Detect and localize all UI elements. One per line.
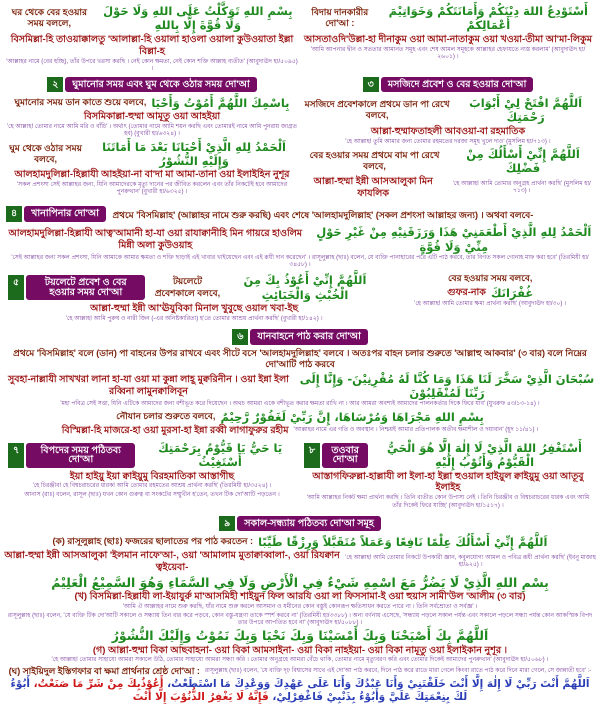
sec-6-badge: [232, 329, 368, 345]
sec-4-badge: [6, 206, 106, 222]
istighfar-arabic-part1: اَللَّهُمَّ أَنْتَ رَبِّيْ لَا إِلٰهَ إِلَّا أَنْتَ خَلَقْتَنِيْ وَأَنَا عَبْدُكَ وَأَنَا عَلَى عَهْدِكَ وَوَعْدِكَ مَا اسْتَطَعْتُ،: [167, 677, 590, 690]
eating-translit: আলহামদুলিল্লা-হিল্লাযী আত্ব'আমানী হা-যা ওয়া রাযাক্বানীহি মিন গায়রে হাওলিম মিন্নী অলা কুউওয়াহ: [8, 227, 303, 251]
farewell-translation: 'আমি আপনার দ্বীন ও সততার আমানত সমূহ এবং শেষ আমল সমূহকে আল্লাহর হেফাযতে ন্যস্ত করলাম' (আবুদাঊদ হা/২৬০১) ।: [310, 46, 586, 60]
sleep-translit: বিসমিকাল্লা-হুম্মা আমূতু ওয়া আহইয়া: [83, 111, 221, 123]
wake-arabic: اَلْحَمْدُ لِلهِ الَّذِيْ أَحْيَانَا بَعْدَ مَا أَمَاتَنَا وَإِلَيْهِ النُّشُوْرُ: [102, 139, 286, 168]
mosque-exit-translit: আল্লা-হুম্মা ইন্নী আসআলুকা মিন ফাযলিক: [313, 176, 433, 200]
tawbah-translation: 'আমি আল্লাহর নিকট ক্ষমা প্রার্থনা করছি । তিনি ব্যতীত কোন উপাস্য নেই । তিনি চিরঞ্জীব ও বিশ্বচরাচরের ধারক এবং আমি তাঁর দিকেই ফিরে যাচ্ছি' (আবুদাঊদ হা/১৫১৭) ।: [306, 495, 590, 509]
danger-translit: ইয়া হাইয়ু ইয়া ক্বাইয়ুমু বিরহমাতিকা আস্তাগীছ: [69, 470, 235, 482]
sleep-label: ঘুমানোর সময় ডান কাতে শুয়ে বলবে,: [14, 97, 147, 108]
item-kha-translation: 'আমি ঐ আল্লাহর নামে শুরু করছি, যাঁর নামে শুরু করলে আসমান ও যমীনের কোন বস্তুই কোনরূপ ক্ষতিসাধন করতে পারে না । তিনি সর্বশ্রোতা ও সর্বজ্ঞ' ।: [122, 604, 478, 611]
item-ka-translation: 'হে আল্লাহ! আমি তোমার নিকটে উপকারী জ্ঞান, কবুলযোগ্য আমল ও পবিত্র রূযী প্রার্থনা করছি' (ইবনু মাজাহ হা/৯২৫) ।: [345, 554, 596, 568]
sec-3-badge: [363, 77, 534, 93]
sec-farewell: [300, 3, 596, 74]
mosque-exit-label: বের হওয়ার সময় প্রথমে বাম পা রেখে বলবে,: [309, 149, 440, 172]
danger-note: আনাস (রাঃ) বলেন, রাসূল (ছাঃ) যখন কোন গুরুত্ব বা সংকটের সম্মুখীন হ'তেন, তখন টিক দো'আটি পড়তেন ।: [24, 491, 280, 498]
wake-translation: 'সকল প্রশংসা সেই আল্লাহর জন্য, যিনি আমাদেরকে মৃত্যু দানের পর জীবিত করলেন এবং তাঁর নিকটেই হবে আমাদের পুনরুত্থান' (বুখারী হা/৬৩২৫) ।: [16, 182, 287, 196]
mosque-enter-translation: 'হে আল্লাহ! তুমি আমার জন্য তোমার রহমতের দরজা সমূহ খুলে দাও' (মুসলিম হা/৭১৩) ।: [345, 138, 551, 145]
sec-6-number: ৬: [232, 329, 248, 345]
item-ka-label: (ক) রাসূলুল্লাহ (ছাঃ) ফজরের ছালাতের পর পাঠ করতেন :: [52, 536, 254, 547]
boat-label: নৌযান চলার শুরুতে বলবে,: [116, 411, 216, 422]
eating-intro: প্রথমে 'বিসমিল্লাহ' (আল্লাহর নামে শুরু করছি) এবং শেষে 'আলহামদুলিল্লাহ' (সকল প্রশংসা আল্লাহর জন্য) । অথবা বলবে-: [112, 210, 534, 221]
tawbah-translit: আস্তাগফিরুল্লা-হাল্লাযী লা ইলা-হা ইল্লা হুওয়াল হাইয়ুল ক্বাইয়ুমু ওয়া আতূবু ইলাইহ: [312, 470, 584, 494]
mosque-enter-translit: আল্লা-হুম্মাফতাহলী আবওয়া-বা রহমাতিক: [370, 125, 526, 137]
toilet-enter-label: টয়লেটে প্রবেশকালে বলবে,: [154, 276, 221, 298]
sec-8-badge: [304, 443, 368, 468]
item-ka-arabic: اَللَّهُمَّ إِنِّيْ أَسْأَلُكَ عِلْمًا نَافِعًا وَعَمَلاً مُتَقَبَّلاً وَرِزْقًا طَيِّبًا: [258, 534, 548, 549]
item-kha-note: রাসূলুল্লাহ (ছাঃ) বলেন, 'যে ব্যক্তি টিক দো'আটি সকালে ও সন্ধ্যায় তিন বার করে পড়বে, কোন বস্তু-যন্ত্রণা তাকে স্পর্শ করবে না' (তিরমিযী হা/৩৩৮৮) । অন্য বর্ণনায় এসেছে, 'সন্ধ্যায় পড়লে সকাল পর্যন্ত এবং সকালে পড়লে সন্ধ্যা পর্যন্ত কোন আকস্মিক বিপদ তার উপরে আপতিত হবে না' (আবুদাঊদ হা/৫০৮৮) ।: [7, 612, 593, 626]
sec-2-sleep: [4, 74, 300, 201]
toilet-exit-block: [384, 272, 596, 324]
row-sleep-mosque: [4, 74, 596, 201]
mosque-exit-translation: 'হে আল্লাহ! আমি তোমার অনুগ্রহ প্রার্থনা করছি' (মুসলিম হা/৭১৩) ।: [452, 181, 591, 195]
home-exit-label: ঘর থেকে বের হওয়ার সময় বললে,: [11, 7, 87, 29]
mosque-exit-arabic: اَللَّهُمَّ إِنِّيْ أَسْأَلُكَ مِنْ فَضْلِكَ: [466, 146, 580, 176]
istighfar-arabic-part3: أَبُوْءُ لَكَ بِنِعْمَتِكَ عَلَيَّ وَأَبُوْءُ بِذَنْبِيْ فَاغْفِرْلِيْ،: [10, 677, 468, 703]
sec-5-title: টয়লেটে প্রবেশ ও বের হওয়ার সময় দো'আ: [26, 275, 145, 300]
item-ga-translation: 'হে আল্লাহ! তোমার সাহায্যে আমরা সকালে উঠি, তোমার সাহায্যে আমরা সন্ধ্যা করি । তোমার অনুগ্রহে আমরা বেঁচে থাকি, তোমার নামে মৃত্যুবরণ করি এবং তোমার দিকেই আমাদের পুনরুত্থান' (আবুদাঊদ হা/৫০৬৮) ।: [51, 657, 549, 664]
toilet-exit-arabic: غُفْرَانَكَ: [490, 285, 534, 300]
boat-translit: বিস্মিল্লা-হি মাজরে-হা ওয়া মুরসা-হা ইন্না রব্বী লাগাফুরুর রহীম: [61, 424, 289, 436]
boat-translation: 'আল্লাহর নামে এর গতি ও অবস্থান । নিশ্চয়ই আমার প্রতিপালক অতীব ক্ষমাশীল ও দয়াবান' (হূদ ১১/৪১) ।: [293, 427, 539, 434]
item-gha-label: (ঘ) সাইয়িদুল ইস্তিগফার বা ক্ষমা প্রার্থনার শ্রেষ্ঠ দো'আ :: [8, 665, 200, 676]
mosque-enter-label: মসজিদে প্রবেশকালে প্রথমে ডান পা রেখে বলবে,: [304, 99, 450, 121]
item-kha-arabic: بِسْمِ اللهِ الَّذِيْ لَا يَضُرُّ مَعَ اسْمِهِ شَيْءٌ فِي الْأَرْضِ وَلَا فِي السَّمَاءِ وَهُوَ السَّمِيْعُ الْعَلِيْمُ: [51, 574, 549, 590]
home-exit-translation: 'আল্লাহর নামে (বের হচ্ছি), তাঁর উপরে ভরসা করছি । নেই কোন ক্ষমতা, নেই কোন শক্তি আল্লাহ ব্যতীত' (আবুদাঊদ হা/৫০৯৫) ।: [6, 58, 298, 72]
sleep-translation: 'হে আল্লাহ! তোমার নামে আমি মরি ও বাঁচি' । অর্থাৎ (তোমার নামে আমি শয়ন করছি এবং তোমারই নামে আমি পুনরায় জাগ্রত হব) (বুখারী হা/৬৩২৪) ।: [7, 124, 297, 138]
sec-2-title: ঘুমানোর সময় এবং ঘুম থেকে ওঠার সময় দো'আ: [65, 77, 256, 93]
sec-9-morning-evening: [4, 514, 596, 704]
home-exit-arabic: بِسْمِ اللهِ تَوَكَّلْتُ عَلَى اللهِ وَلَا حَوْلَ وَلَا قُوَّةَ إِلَّا بِاللهِ: [103, 4, 293, 33]
toilet-enter-translit: আল্লা-হুম্মা ইন্নী আ'ঊযুবিকা মিনাল খুবুছে ওয়াল খবা-ইছ: [90, 303, 299, 315]
item-ka: [4, 535, 596, 549]
sec-5-badge: [8, 275, 145, 300]
sayyidul-istighfar-arabic: [4, 678, 596, 704]
sec-5-toilet: [4, 272, 596, 324]
sec-4-eating: [4, 204, 596, 269]
toilet-enter-translation: 'হে আল্লাহ! আমি পুরুষ ও নারী জিন (-এর অনিষ্টকারিতা) হ'তে তোমার আশ্রয় প্রার্থনা করছি' (বুখারী হা/১৪২) ।: [65, 315, 323, 322]
sec-7-number: ৭: [8, 443, 24, 468]
sec-8-title: তওবার দো'আ: [322, 443, 368, 468]
vehicle-arabic: سُبْحَانَ الَّذِيْ سَخَّرَ لَنَا هَذَا وَمَا كُنَّا لَهُ مُقْرِنِيْنَ- وَإِنَّا إِلَى رَبِّنَا لَمُنْقَلِبُوْنَ: [299, 371, 595, 400]
istighfar-arabic-part2: أَعُوْذُبِكَ مِنْ شَرِّ مَا صَنَعْتُ،: [33, 677, 164, 690]
tawbah-arabic: أَسْتَغْفِرُ اللهَ الَّذِيْ لَا إِلٰهَ إِلَّا هُوَ الْحَيُّ الْقَيُّوْمُ وَأَتُوْبُ إِلَيْهِ: [387, 440, 582, 470]
wake-translit: আলহামদুলিল্লা-হিল্লাযী আহইয়া-না বা'দা মা আমা-তানা ওয়া ইলাইহিন নুশূর: [14, 169, 290, 181]
item-ga-arabic: اَللَّهُمَّ بِكَ أَصْبَحْنَا وَبِكَ أَمْسَيْنَا وَبِكَ نَحْيَا وَبِكَ نَمُوْتُ وَإِلَيْكَ النُّشُوْرُ: [111, 627, 489, 643]
item-ga-translit: (গ) আল্লা-হুম্মা বিকা আছবাহনা- ওয়া বিকা আমসাইনা- ওয়া বিকা নাহইয়া- ওয়া বিকা নামূতু ওয়া ইলাইকান নুশূর ।: [92, 644, 508, 656]
farewell-translit: আসতাওদি'উল্লা-হা দীনাকুম ওয়া আমা-নাতাকুম ওয়া খওয়া-তীমা আ'মা-লিকুম: [304, 33, 592, 45]
vehicle-translit: সুবহা-নাল্লাযী সাখখরা লানা হা-যা ওয়া মা কুন্না লাহূ মুক্বরিনীন । ওয়া ইন্না ইলা রব্বিনা লামুনক্বালিবূন: [8, 374, 289, 397]
vehicle-translation: 'মহা পবিত্র সেই সত্তা, যিনি এটিকে আমাদের জন্য বশীভূত করে দিয়েছেন । অথচ আমরা একে বশীভূত করার ক্ষমতা রাখি না । আর আমরা অবশ্যই আমাদের পালনকর্তার দিকে ফিরে যাব' (যুখরুফ ৪৩/১৩-১৪) ।: [60, 401, 540, 408]
sec-3-mosque: [300, 74, 596, 201]
sec-7-title: বিপদের সময় পঠিতব্য দো'আ: [26, 443, 135, 468]
istighfar-arabic-part4: فَإِنَّهُ لَا يَغْفِرُ الذُّنُوْبَ إِلَّا أَنْتَ: [132, 690, 269, 703]
sec-8-tawbah: [300, 440, 596, 511]
item-gha: [4, 666, 596, 677]
eating-arabic: اَلْحَمْدُ لِلهِ الَّذِيْ أَطْعَمَنِيْ هَذَا وَرَزَقَنِيْهِ مِنْ غَيْرِ حَوْلٍ مِنِّيْ وَلَا قُوَّةٍ: [316, 225, 592, 254]
sec-5-number: ৫: [8, 275, 24, 300]
item-ka-translit: আল্লা-হুম্মা ইন্নী আসআলুকা 'ইলমান নাফে'আ-, ওয়া 'আমালাম মুতাক্বাব্বালা-, ওয়া রিযক্বান ত্বইয়েবা-: [4, 550, 340, 573]
toilet-enter-arabic: اَللَّهُمَّ إِنِّيْ أَعُوْذُ بِكَ مِنَ الْخُبْثِ وَالْخَبَائِثِ: [243, 273, 367, 302]
sec-6-vehicle: [4, 327, 596, 437]
row-danger-tawbah: [4, 440, 596, 511]
toilet-exit-translit: গুফর-নাক: [447, 286, 486, 298]
item-gha-note: রাসূলুল্লাহ (ছাঃ) বলেন, 'যে ব্যক্তি দৃঢ় বিশ্বাসের সাথে এই দো'আ পাঠ করবে, দিনে পাঠ করে রাতে মারা গেলে কিংবা রাতে পাঠ করে দিনে মারা গেলে, সে জান্নাতী হবে' :-: [204, 667, 592, 674]
farewell-arabic: أَسْتَوْدِعُ اللهَ دِيْنَكُمْ وَأَمَانَتَكُمْ وَخَوَاتِيْمَ أَعْمَالِكُمْ: [388, 4, 588, 33]
home-exit-translit: বিসমিল্লা-হি তাওয়াক্কালতু 'আলাল্লা-হি ওয়ালা হাওলা ওয়ালা কুউওয়াতা ইল্লা বিল্লা-হ: [10, 33, 294, 57]
sec-7-badge: [8, 443, 135, 468]
vehicle-intro: প্রথমে 'বিসমিল্লাহ' বলে (ডান) পা বাহনের উপর রাখবে এবং সীটে বসে 'আলহামদুলিল্লাহ' বলবে । অতঃপর বাহন চলার শুরুতে 'আল্লাহু আকবার' (৩ বার) বলে নিম্নের দো'আটি পাঠ করবে: [13, 348, 587, 370]
item-kha-translit: (খ) বিসমিল্লা-হিল্লাযী লা-ইয়াযুর্রু মা'আসমিহী শাইয়ুন ফিল আরযি ওয়া লা ফিসসামা-ই ওয়া হুয়াস সামী'উল 'আলীম (৩ বার): [74, 591, 526, 603]
sec-7-danger: [4, 440, 300, 511]
toilet-exit-translation: 'হে আল্লাহ! আমি তোমার ক্ষমা প্রার্থনা করছি' (আবুদাঊদ হা/৩০) ।: [414, 300, 567, 307]
sec-2-number: ২: [47, 77, 63, 93]
sec-home-exit: [4, 3, 300, 74]
boat-arabic: بِسْمِ اللهِ مَجْرَاهَا وَمُرْسَاهَا، إِنَّ رَبِّيْ لَغَفُوْرٌ رَّحِيْمٌ: [220, 409, 484, 424]
sec-9-title: সকাল-সন্ধ্যায় পঠিতব্য দো'আ সমূহ: [237, 516, 381, 532]
sec-9-badge: [219, 516, 381, 532]
sec-6-title: যানবাহনে পাঠ করার দো'আ: [250, 329, 367, 345]
toilet-enter-block: [4, 272, 384, 324]
sec-8-number: ৮: [304, 443, 320, 468]
sec-2-badge: [47, 77, 257, 93]
sec-4-number: ৪: [6, 206, 22, 222]
danger-translation: 'হে চিরঞ্জীব! হে বিশ্বচরাচরের ধারক! আমি তোমার রহমতের আশ্রয় প্রার্থনা করছি' (তিরমিযী হা/৩৫২৪) ।: [32, 483, 272, 490]
sec-4-title: খানাপিনার দো'আ: [24, 206, 106, 222]
sleep-arabic: بِاسْمِكَ اللَّهُمَّ أَمُوْتُ وَأَحْيَا: [151, 95, 290, 110]
sec-9-number: ৯: [219, 516, 235, 532]
mosque-enter-arabic: اَللَّهُمَّ افْتَحْ لِيْ أَبْوَابَ رَحْمَتِكَ: [469, 95, 583, 125]
toilet-exit-label: বের হওয়ার সময় বলবে,: [447, 273, 533, 284]
farewell-label: বিদায় দানকারীর দো'আ :: [311, 7, 369, 29]
danger-arabic: يَا حَيُّ يَا قَيُّوْمُ بِرَحْمَتِكَ أَسْتَغِيْثُ: [158, 440, 283, 470]
wake-label: ঘুম থেকে ওঠার সময় বলবে,: [9, 142, 82, 164]
eating-translation: 'সেই আল্লাহর জন্য সকল প্রশংসা, যিনি আমাকে আমার ক্ষমতা ও শক্তি ছাড়াই এই খাবার খাইয়েছেন এবং এই রূযী দান করেছেন' । রাসূলুল্লাহ (ছাঃ) বলেন, যে ব্যক্তি পানাহারের পরে এটি পাঠ করবে, তার বিগত সকল গোনাহ মাফ করা হবে' (তিরমিযী হা/৩৪৫৮) ।: [11, 254, 589, 269]
sec-3-number: ৩: [363, 77, 379, 93]
row-home-farewell: [4, 3, 596, 74]
sec-3-title: মসজিদে প্রবেশ ও বের হওয়ার দো'আ: [381, 77, 533, 93]
